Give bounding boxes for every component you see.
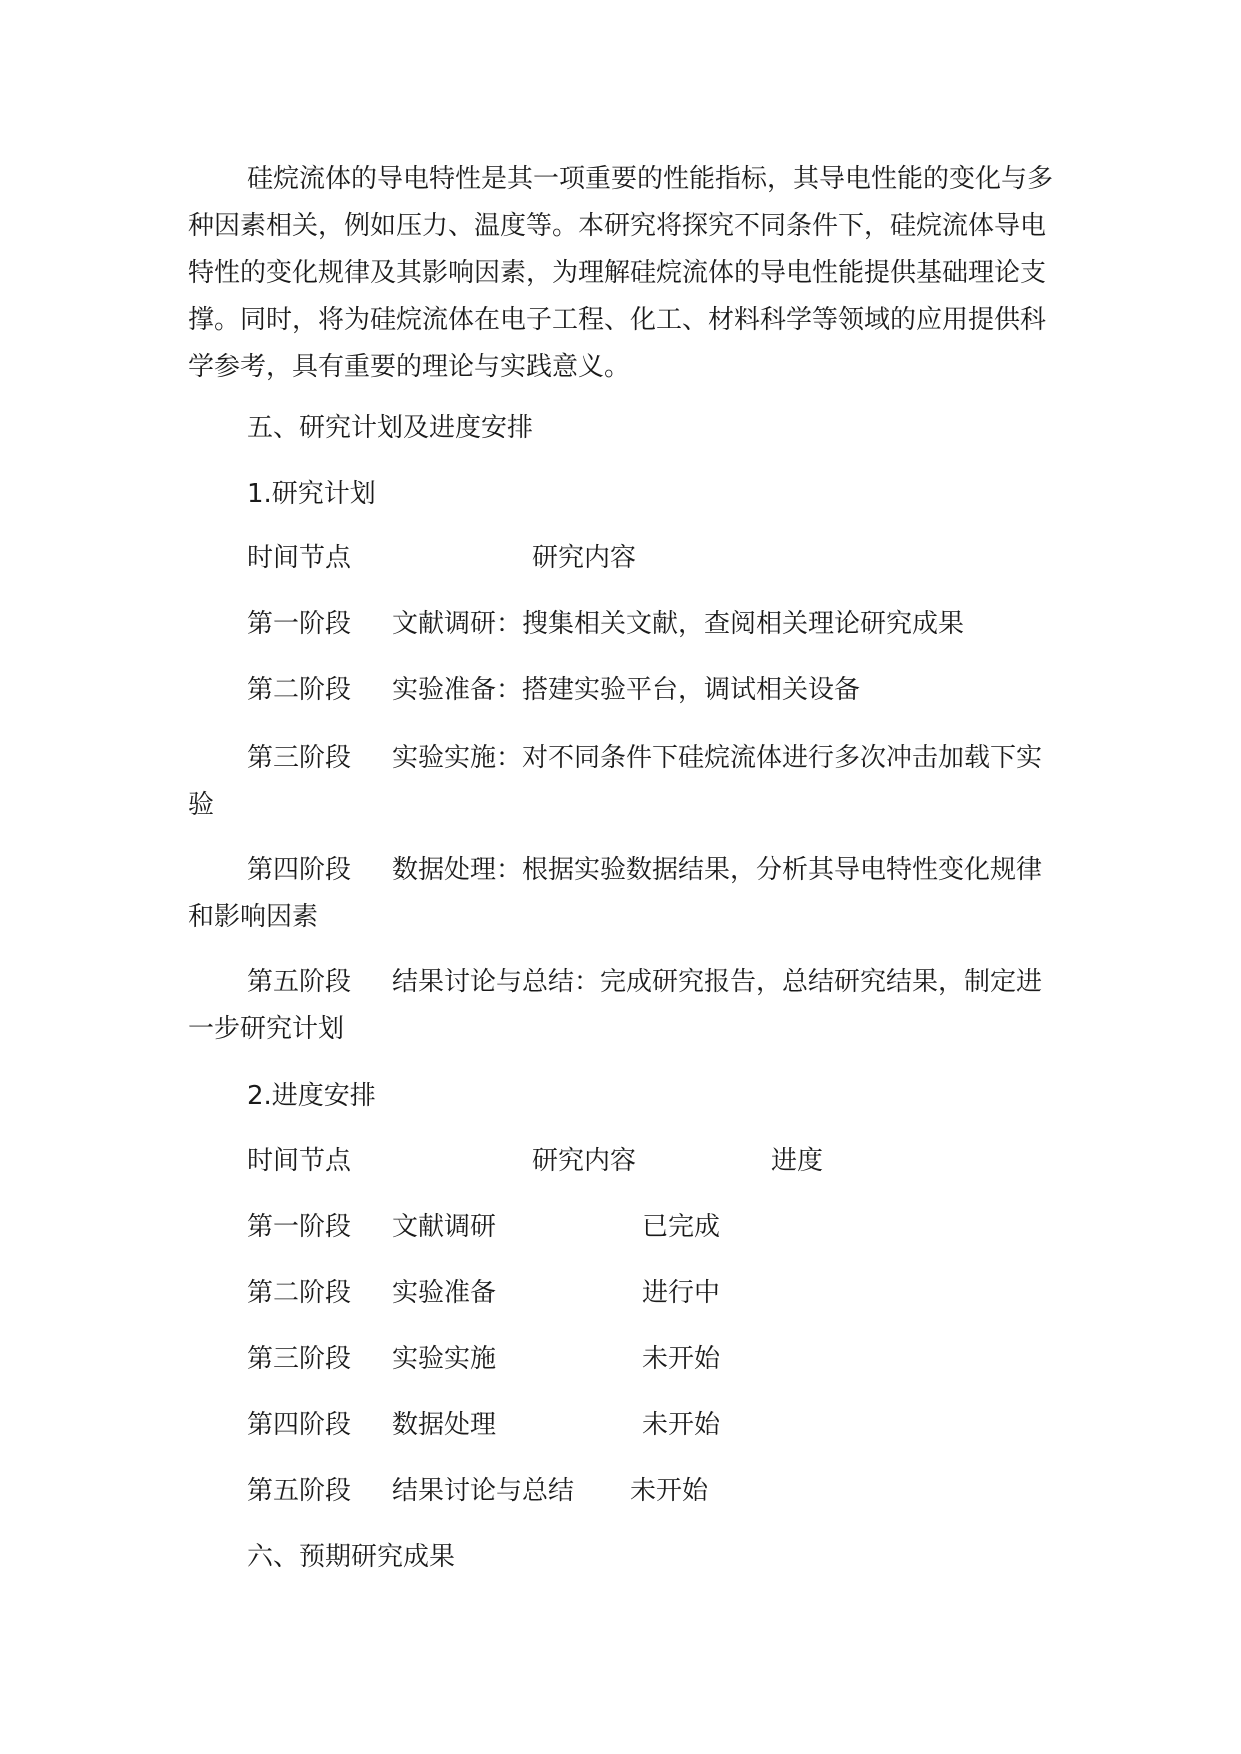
schedule-row-content: 实验准备 <box>392 1278 497 1308</box>
plan-row <box>188 959 1056 1053</box>
schedule-row-time: 第二阶段 <box>247 1278 352 1308</box>
schedule-row-content: 结果讨论与总结 <box>392 1476 575 1506</box>
section-5-heading: 五、研究计划及进度安排 <box>247 413 534 443</box>
schedule-row-progress: 未开始 <box>630 1476 709 1506</box>
plan-heading: 1.研究计划 <box>247 479 376 509</box>
intro-paragraph: 硅烷流体的导电特性是其一项重要的性能指标，其导电性能的变化与多种因素相关，例如压力、温度等。本研究将探究不同条件下，硅烷流体导电特性的变化规律及其影响因素，为理解硅烷流体的导电性能提供基础理论支撑。同时，将为硅烷流体在电子工程、化工、材料科学等领域的应用提供科学参考，具有重要的理论与实践意义。 <box>188 164 1054 382</box>
plan-row <box>188 735 1056 829</box>
plan-row-content: 文献调研：搜集相关文献，查阅相关理论研究成果 <box>392 609 965 639</box>
section-6-heading: 六、预期研究成果 <box>247 1542 456 1572</box>
schedule-row-progress: 已完成 <box>642 1212 721 1242</box>
plan-row-time: 第四阶段 <box>247 855 352 885</box>
schedule-row-progress: 进行中 <box>642 1278 721 1308</box>
schedule-row-content: 实验实施 <box>392 1344 497 1374</box>
schedule-header-time: 时间节点 <box>247 1146 352 1176</box>
plan-row-time: 第三阶段 <box>247 743 352 773</box>
plan-header-content: 研究内容 <box>532 543 637 573</box>
plan-header-time: 时间节点 <box>247 543 352 573</box>
plan-row-content: 实验准备：搭建实验平台，调试相关设备 <box>392 675 861 705</box>
plan-row-content: 实验实施：对不同条件下硅烷流体进行多次冲击加载下实验 <box>188 743 1043 820</box>
schedule-row-time: 第三阶段 <box>247 1344 352 1374</box>
schedule-row-progress: 未开始 <box>642 1344 721 1374</box>
plan-row-content: 结果讨论与总结：完成研究报告，总结研究结果，制定进一步研究计划 <box>188 967 1043 1044</box>
schedule-row-content: 数据处理 <box>392 1410 497 1440</box>
plan-row <box>188 847 1056 941</box>
schedule-heading: 2.进度安排 <box>247 1081 376 1111</box>
plan-row-time: 第二阶段 <box>247 675 352 705</box>
plan-row-time: 第五阶段 <box>247 967 352 997</box>
schedule-row-time: 第一阶段 <box>247 1212 352 1242</box>
schedule-header-progress: 进度 <box>771 1146 824 1176</box>
plan-row-time: 第一阶段 <box>247 609 352 639</box>
plan-row-content: 数据处理：根据实验数据结果，分析其导电特性变化规律和影响因素 <box>188 855 1043 932</box>
schedule-row-progress: 未开始 <box>642 1410 721 1440</box>
schedule-row-time: 第五阶段 <box>247 1476 352 1506</box>
schedule-header-content: 研究内容 <box>532 1146 637 1176</box>
schedule-row-time: 第四阶段 <box>247 1410 352 1440</box>
schedule-row-content: 文献调研 <box>392 1212 497 1242</box>
